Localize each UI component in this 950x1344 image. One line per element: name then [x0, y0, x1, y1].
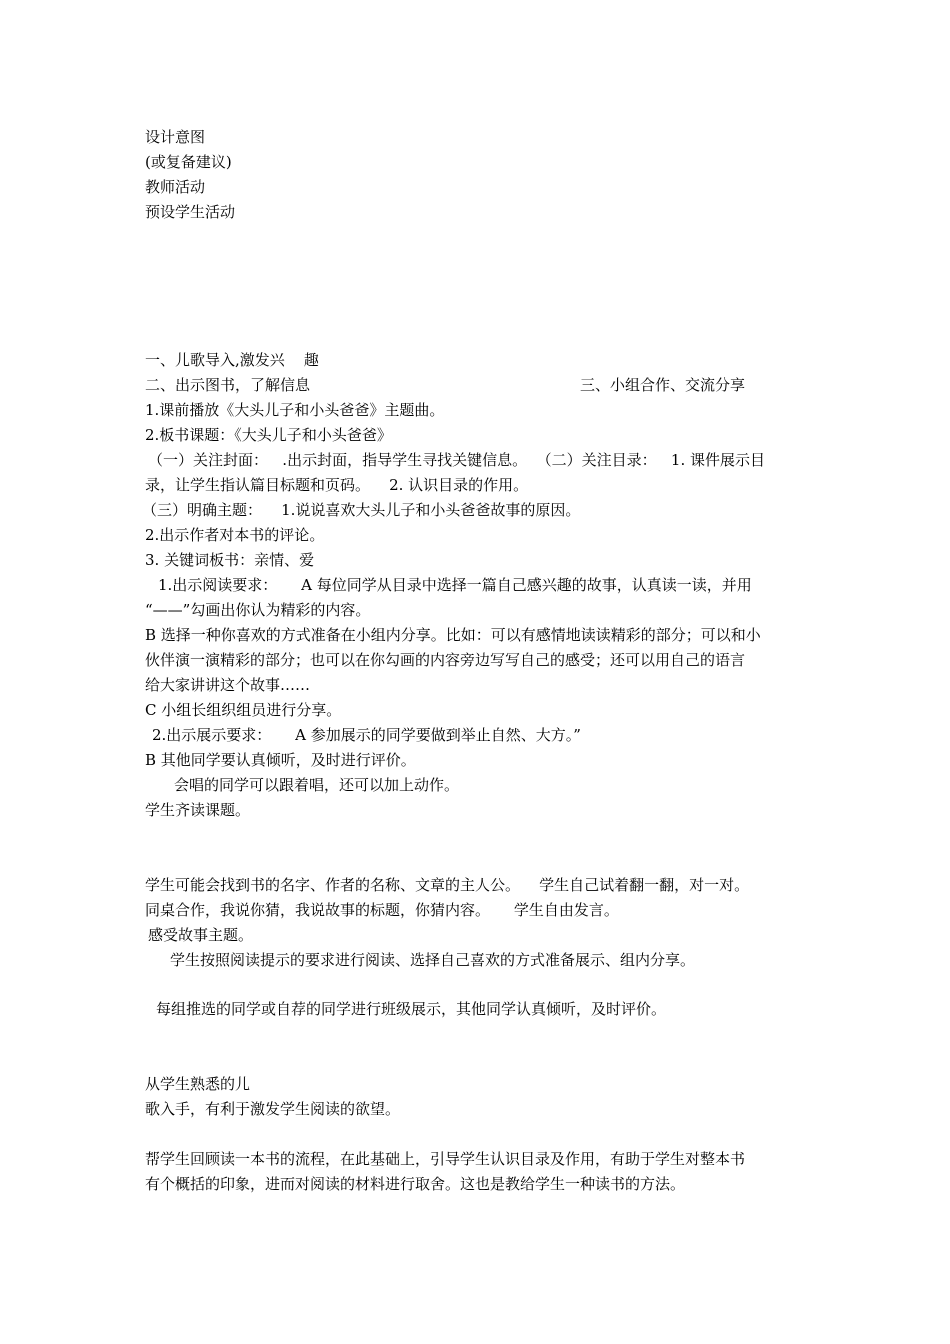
- teacher-line-17: B 其他同学要认真倾听，及时进行评价。: [145, 751, 416, 769]
- header-design-intent: 设计意图: [145, 128, 206, 146]
- header-student-activity: 预设学生活动: [145, 203, 236, 221]
- teacher-line-18: 会唱的同学可以跟着唱，还可以加上动作。: [174, 776, 460, 794]
- teacher-line-12: B 选择一种你喜欢的方式准备在小组内分享。比如：可以有感情地读读精彩的部分；可以和小: [145, 626, 761, 644]
- teacher-line-2a: 二、出示图书，了解信息: [145, 376, 311, 394]
- teacher-line-6: 录，让学生指认篇目标题和页码。 2. 认识目录的作用。: [145, 476, 529, 494]
- teacher-line-5: （一）关注封面： .出示封面，指导学生寻找关键信息。 （二）关注目录： 1. 课件展示目: [148, 451, 765, 469]
- teacher-line-19: 学生齐读课题。: [145, 801, 251, 819]
- student-line-1: 学生可能会找到书的名字、作者的名称、文章的主人公。 学生自己试着翻一翻，对一对。: [145, 876, 750, 894]
- student-line-4: 学生按照阅读提示的要求进行阅读、选择自己喜欢的方式准备展示、组内分享。: [170, 951, 696, 969]
- teacher-line-10: 1.出示阅读要求： A 每位同学从目录中选择一篇自己感兴趣的故事，认真读一读，并用: [158, 576, 752, 594]
- teacher-line-8: 2.出示作者对本书的评论。: [145, 526, 325, 544]
- student-line-5: 每组推选的同学或自荐的同学进行班级展示，其他同学认真倾听，及时评价。: [156, 1000, 667, 1018]
- header-teacher-activity: 教师活动: [145, 178, 206, 196]
- teacher-line-4: 2.板书课题：《大头儿子和小头爸爸》: [145, 426, 392, 444]
- student-line-3: 感受故事主题。: [148, 926, 254, 944]
- teacher-line-14: 给大家讲讲这个故事……: [145, 676, 311, 694]
- teacher-line-9: 3. 关键词板书：亲情、爱: [145, 551, 315, 569]
- teacher-line-13: 伙伴演一演精彩的部分；也可以在你勾画的内容旁边写写自己的感受；还可以用自己的语言: [145, 651, 746, 669]
- teacher-line-7: （三）明确主题： 1.说说喜欢大头儿子和小头爸爸故事的原因。: [142, 501, 581, 519]
- design-line-2: 歌入手，有利于激发学生阅读的欲望。: [145, 1100, 401, 1118]
- teacher-line-1: 一、儿歌导入,激发兴 趣: [145, 351, 319, 369]
- teacher-line-3: 1.课前播放《大头儿子和小头爸爸》主题曲。: [145, 401, 445, 419]
- header-review-suggestion: (或复备建议): [145, 153, 232, 171]
- design-line-3: 帮学生回顾读一本书的流程，在此基础上，引导学生认识目录及作用，有助于学生对整本书: [145, 1150, 746, 1168]
- design-line-4: 有个概括的印象，进而对阅读的材料进行取舍。这也是教给学生一种读书的方法。: [145, 1175, 686, 1193]
- teacher-line-16: 2.出示展示要求： A 参加展示的同学要做到举止自然、大方。”: [152, 726, 581, 744]
- teacher-line-11: “——”勾画出你认为精彩的内容。: [145, 601, 371, 619]
- student-line-2: 同桌合作，我说你猜，我说故事的标题，你猜内容。 学生自由发言。: [145, 901, 619, 919]
- teacher-line-15: C 小组长组织组员进行分享。: [145, 701, 342, 719]
- teacher-line-2b: 三、小组合作、交流分享: [580, 376, 746, 394]
- design-line-1: 从学生熟悉的儿: [145, 1075, 251, 1093]
